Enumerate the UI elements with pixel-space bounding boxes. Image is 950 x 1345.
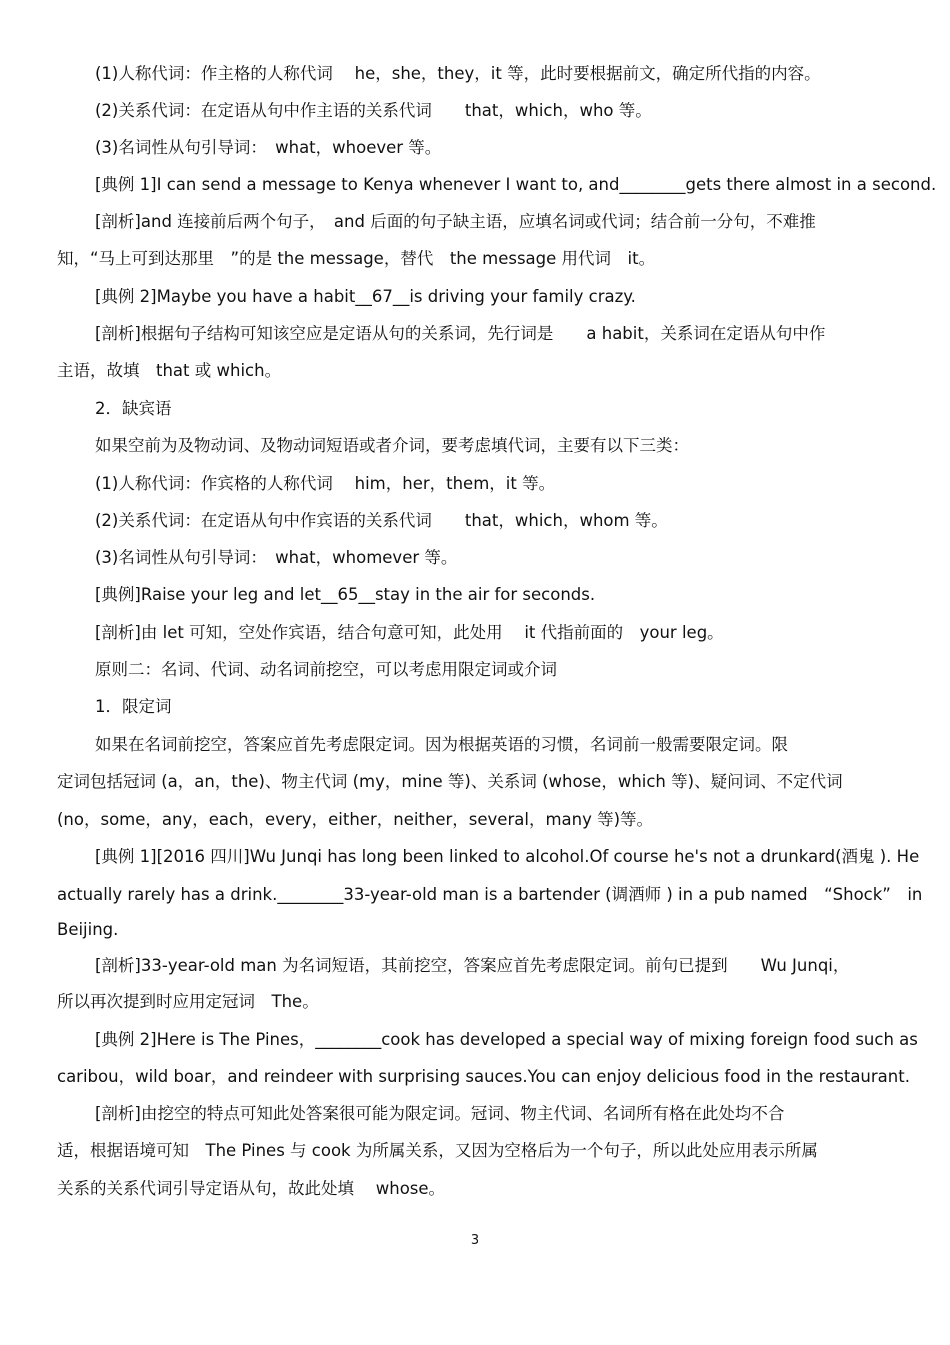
section-heading: 1．限定词 bbox=[95, 697, 172, 716]
text-line: (no，some，any，each，every，either，neither，several，many 等)等。 bbox=[57, 810, 654, 829]
text-line: (2)关系代词：在定语从句中作主语的关系代词 that，which，who 等。 bbox=[95, 101, 652, 120]
text-line: actually rarely has a drink.________33-year-old man is a bartender (调酒师 ) in a pub named “Shock” in bbox=[57, 885, 923, 904]
principle-heading: 原则二：名词、代词、动名词前挖空，可以考虑用限定词或介词 bbox=[95, 660, 557, 679]
text-line: 适，根据语境可知 The Pines 与 cook 为所属关系，又因为空格后为一个句子，所以此处应用表示所属 bbox=[57, 1141, 818, 1160]
text-line: [剖析]and 连接前后两个句子， and 后面的句子缺主语，应填名词或代词；结合前一分句，不难推 bbox=[95, 212, 816, 231]
text-line: 主语，故填 that 或 which。 bbox=[57, 361, 282, 380]
page-number: 3 bbox=[470, 1233, 480, 1248]
text-line: [剖析]根据句子结构可知该空应是定语从句的关系词，先行词是 a habit，关系词在定语从句中作 bbox=[95, 324, 826, 343]
text-line: 定词包括冠词 (a，an，the)、物主代词 (my，mine 等)、关系词 (whose，which 等)、疑问词、不定代词 bbox=[57, 772, 843, 791]
text-line: [典例]Raise your leg and let__65__stay in the air for seconds. bbox=[95, 585, 596, 604]
text-line: caribou，wild boar，and reindeer with surprising sauces.You can enjoy delicious food in the restaurant. bbox=[57, 1067, 910, 1086]
text-line: 知，“马上可到达那里 ”的是 the message，替代 the message 用代词 it。 bbox=[57, 249, 656, 268]
text-line: 如果在名词前挖空，答案应首先考虑限定词。因为根据英语的习惯，名词前一般需要限定词。限 bbox=[95, 735, 788, 754]
text-line: 如果空前为及物动词、及物动词短语或者介词，要考虑填代词，主要有以下三类： bbox=[95, 436, 689, 455]
text-line: (1)人称代词：作宾格的人称代词 him，her，them，it 等。 bbox=[95, 474, 556, 493]
text-line: (3)名词性从句引导词： what，whomever 等。 bbox=[95, 548, 458, 567]
text-line: [剖析]33-year-old man 为名词短语，其前挖空，答案应首先考虑限定词。前句已提到 Wu Junqi， bbox=[95, 956, 850, 975]
text-line: [典例 2]Maybe you have a habit__67__is driving your family crazy. bbox=[95, 287, 636, 306]
text-line: (2)关系代词：在定语从句中作宾语的关系代词 that，which，whom 等。 bbox=[95, 511, 668, 530]
text-line: [剖析]由挖空的特点可知此处答案很可能为限定词。冠词、物主代词、名词所有格在此处均不合 bbox=[95, 1104, 785, 1123]
text-line: Beijing. bbox=[57, 920, 119, 939]
text-line: (3)名词性从句引导词： what，whoever 等。 bbox=[95, 138, 442, 157]
text-line: 关系的关系代词引导定语从句，故此处填 whose。 bbox=[57, 1179, 446, 1198]
text-line: [典例 1][2016 四川]Wu Junqi has long been linked to alcohol.Of course he's not a drunkard(酒鬼 ). He bbox=[95, 847, 920, 866]
text-line: (1)人称代词：作主格的人称代词 he，she，they，it 等，此时要根据前文，确定所代指的内容。 bbox=[95, 64, 821, 83]
text-line: [典例 1]I can send a message to Kenya whenever I want to, and________gets there almost in a second. bbox=[95, 175, 937, 194]
text-line: 所以再次提到时应用定冠词 The。 bbox=[57, 992, 319, 1011]
text-line: [典例 2]Here is The Pines，________cook has developed a special way of mixing foreign food such as bbox=[95, 1030, 918, 1049]
section-heading: 2．缺宾语 bbox=[95, 399, 172, 418]
text-line: [剖析]由 let 可知，空处作宾语，结合句意可知，此处用 it 代指前面的 your leg。 bbox=[95, 623, 724, 642]
